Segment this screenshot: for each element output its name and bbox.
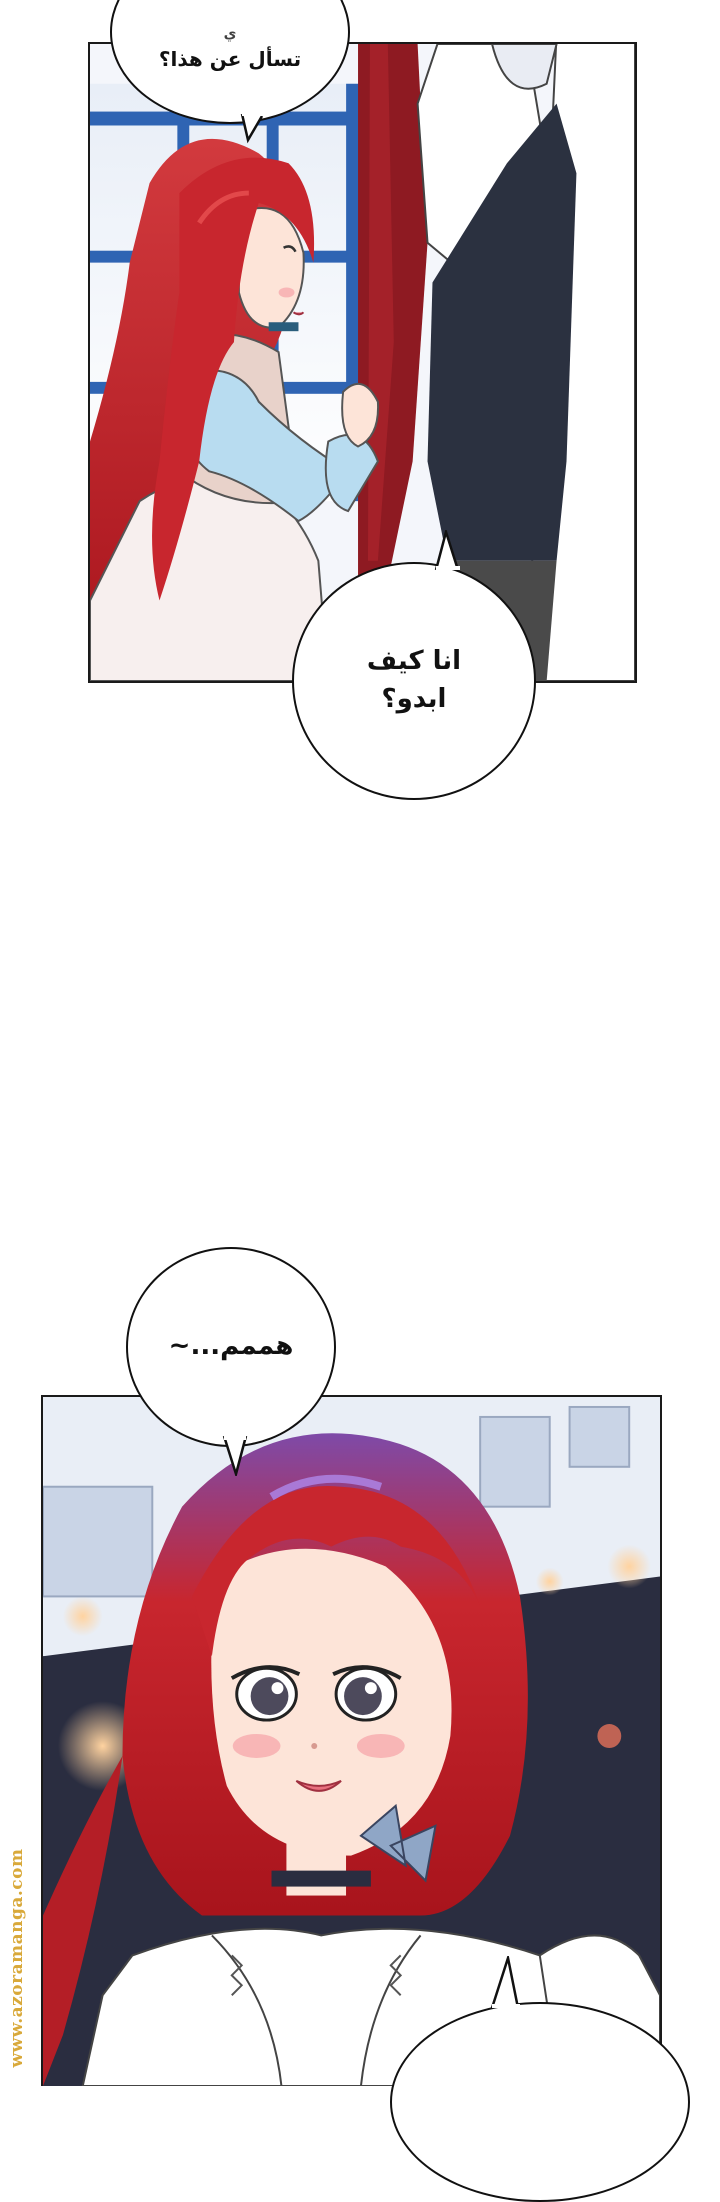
speech-bubble-bottom-partial [390, 2002, 690, 2202]
speech-bubble-lower-tail [222, 1436, 252, 1476]
panel-closeup-illustration [43, 1397, 660, 2086]
bubble-top-line2: تسأل عن هذا؟ [158, 46, 302, 71]
girl-choker [269, 322, 299, 331]
bubble-middle-line1: انا كيف [366, 646, 462, 677]
girl-choker [272, 1871, 371, 1887]
bubble-middle-line2: ابدو؟ [381, 684, 447, 714]
speech-bubble-middle-tail [432, 530, 462, 570]
speech-bubble-top-tail [240, 114, 270, 144]
speech-bubble-bottom-tail [488, 1956, 522, 2008]
panel-closeup-scene [41, 1395, 662, 2086]
bubble-top-line1: ي [223, 26, 237, 43]
watermark-text: www.azoramanga.com [7, 1848, 27, 2067]
speech-bubble-lower [126, 1247, 336, 1447]
speech-bubble-middle [292, 562, 536, 800]
site-watermark [4, 1835, 30, 2080]
bubble-lower-line1: هممم...~ [168, 1331, 294, 1362]
